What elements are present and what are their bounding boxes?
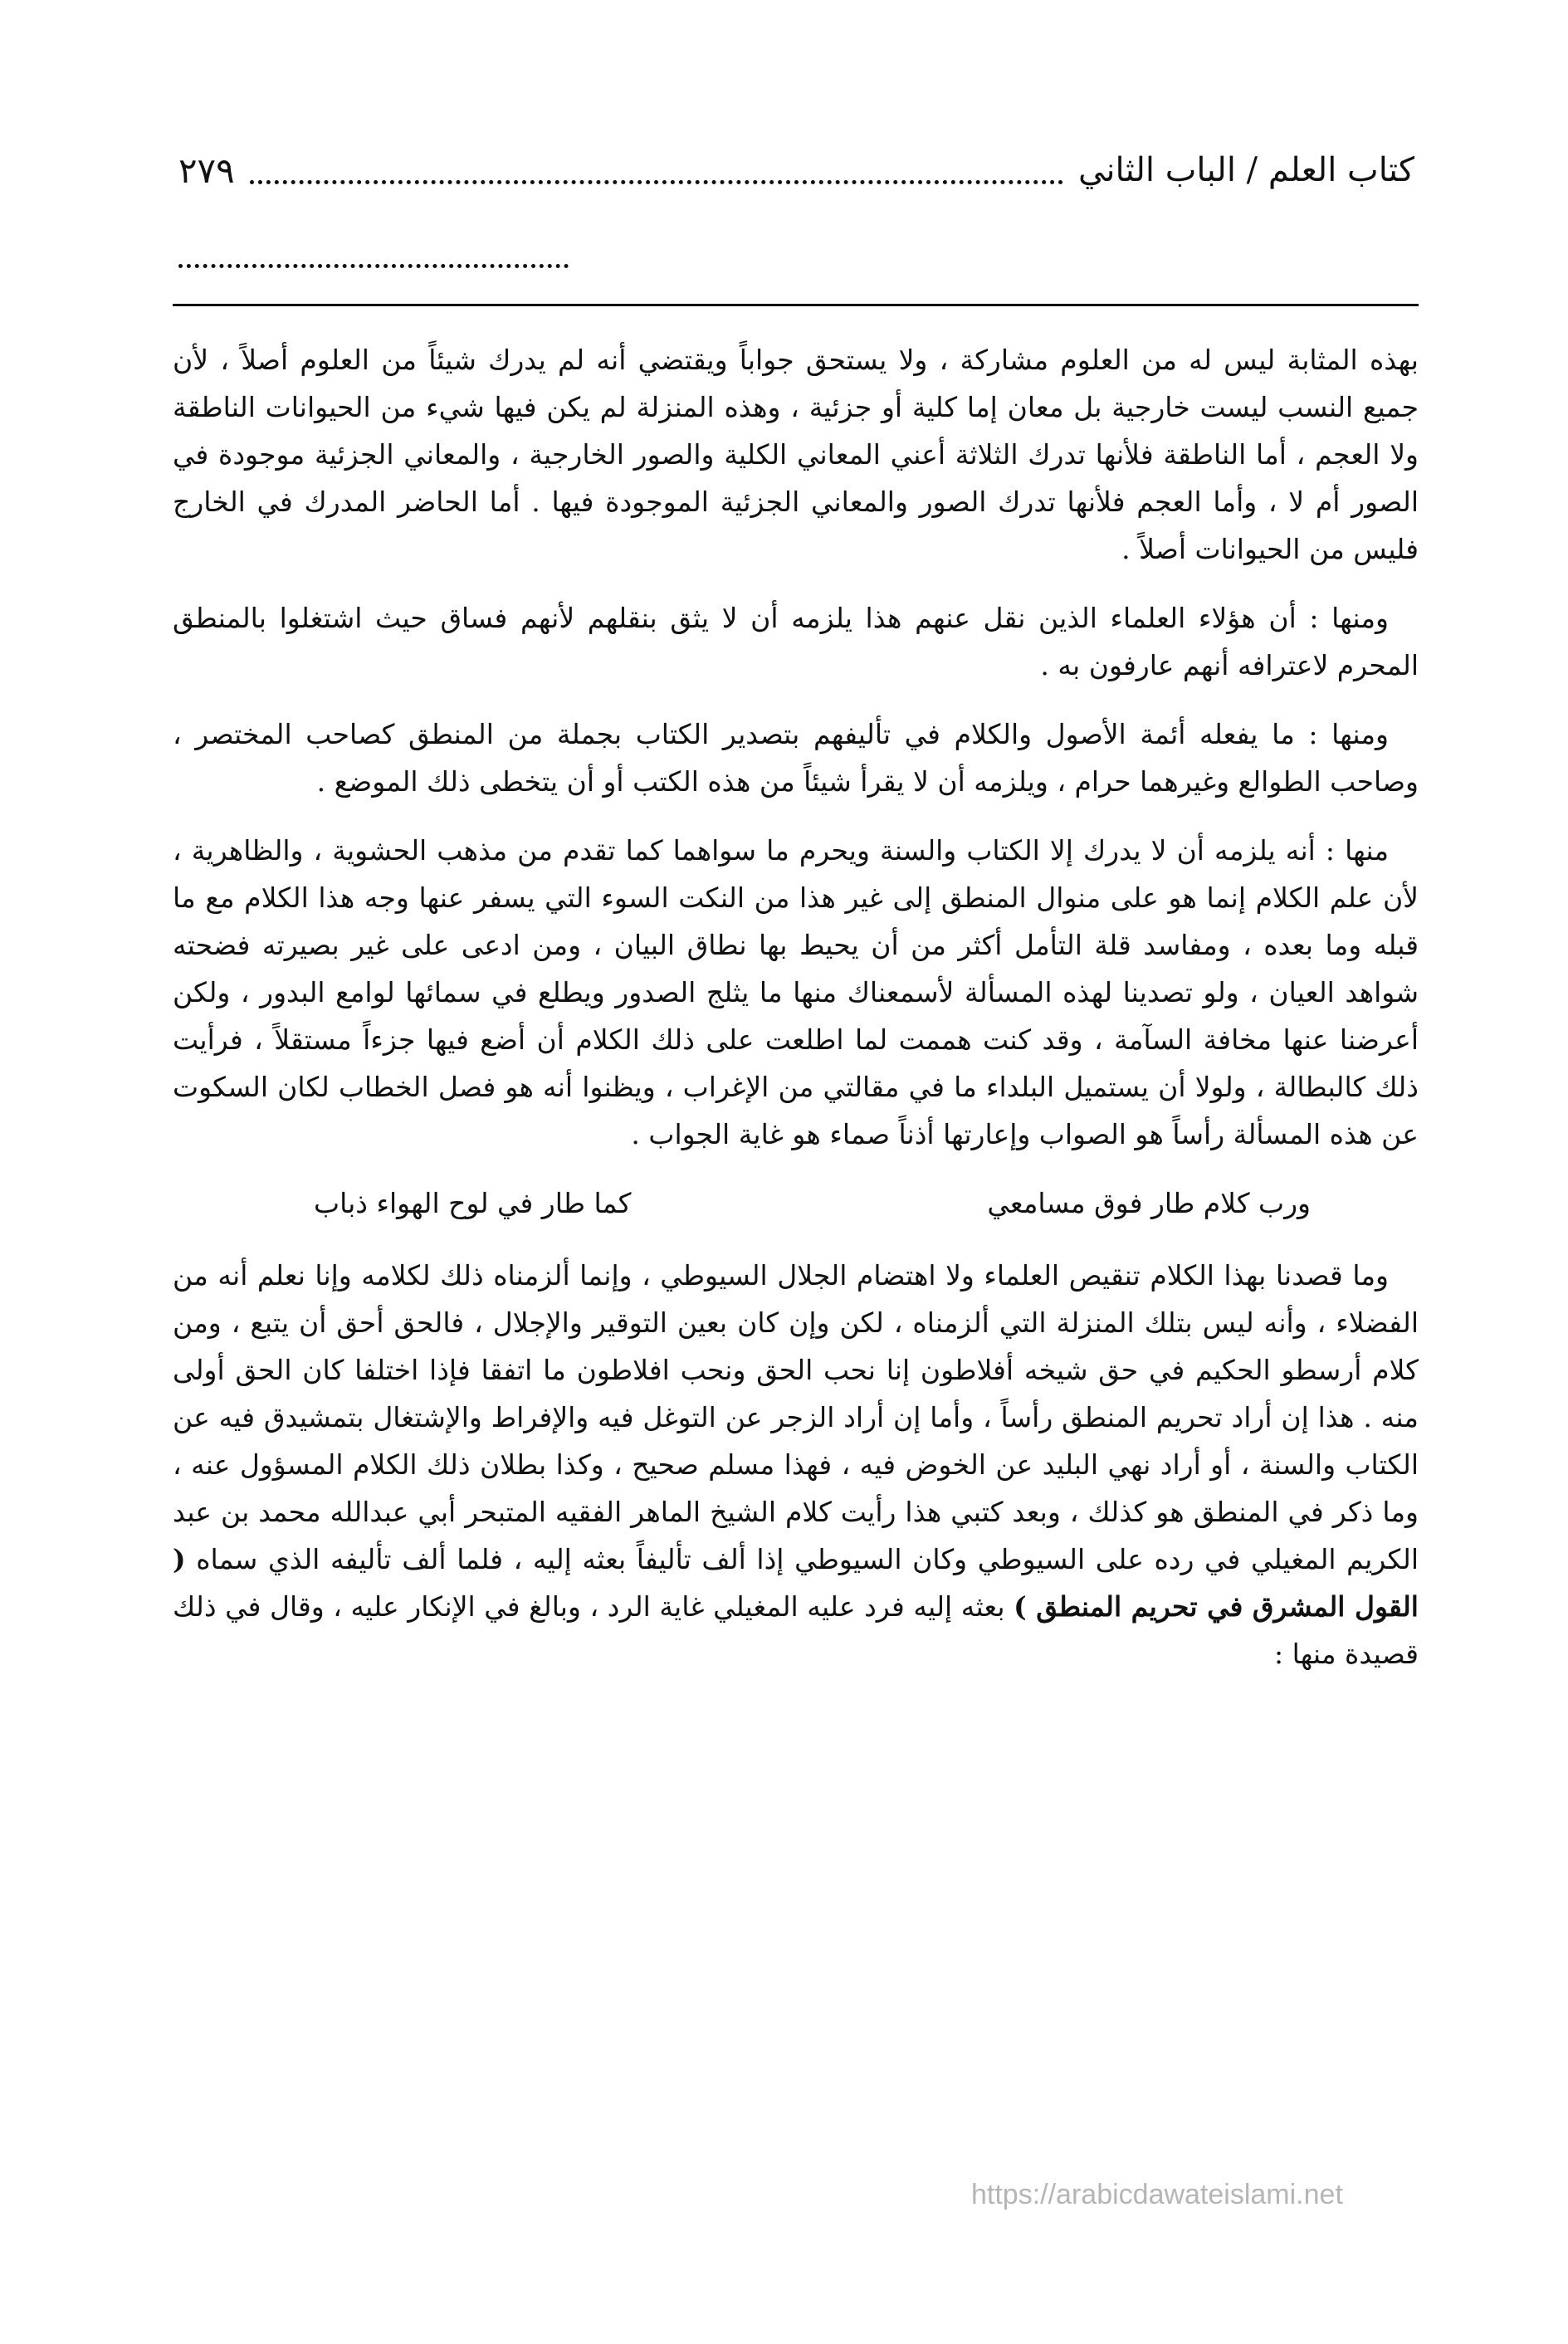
paragraph-3: ومنها : ما يفعله أئمة الأصول والكلام في تأليفهم بتصدير الكتاب بجملة من المنطق كصاحب المختصر ، وصاحب الطوالع وغيرهما حرام ، ويلزمه أن لا يقرأ شيئاً من هذه الكتب أو أن يتخطى ذلك الموضع . — [173, 718, 1419, 798]
running-header — [178, 141, 1414, 199]
watermark-url: https://arabicdawateislami.net — [971, 2179, 1343, 2210]
paragraph-5 — [173, 1252, 1419, 1677]
header-rule — [173, 304, 1419, 306]
paragraph-4: منها : أنه يلزمه أن لا يدرك إلا الكتاب والسنة ويحرم ما سواهما كما تقدم من مذهب الحشوية ، والظاهرية ، لأن علم الكلام إنما هو على منوال المنطق إلى غير هذا من النكت السوء التي يسفر عنها وجه هذا الكلام مع ما قبله وما بعده ، ومفاسد قلة التأمل أكثر من أن يحيط بها نطاق البيان ، ومن ادعى على غير بصيرته فضحته شواهد العيان ، ولو تصدينا لهذه المسألة لأسمعناك منها ما يثلج الصدور ويطلع في سمائها لوامع البدور ، ولكن أعرضنا عنها مخافة السآمة ، وقد كنت هممت لما اطلعت على ذلك الكلام أن أضع فيها جزءاً مستقلاً ، فرأيت ذلك كالبطالة ، ولولا أن يستميل البلداء ما في مقالتي من الإغراب ، ويظنوا أنه هو فصل الخطاب لكان السكوت عن هذه المسألة رأساً هو الصواب وإعارتها أذناً صماء هو غاية الجواب . — [173, 834, 1419, 1150]
book-title: ( القول المشرق في تحريم المنطق ) — [173, 1543, 1419, 1623]
header-title: كتاب العلم / الباب الثاني — [1078, 151, 1414, 189]
poem-hemistich-right: ورب كلام طار فوق مسامعي — [987, 1187, 1311, 1219]
paragraph-2: ومنها : أن هؤلاء العلماء الذين نقل عنهم هذا يلزمه أن لا يثق بنقلهم لأنهم فساق حيث اشتغلوا بالمنطق المحرم لاعترافه أنهم عارفون به . — [173, 602, 1419, 681]
poem-verse — [173, 1179, 1419, 1227]
paragraph-5-end: بعثه إليه فرد عليه المغيلي غاية الرد ، وبالغ في الإنكار عليه ، وقال في ذلك قصيدة منها : — [173, 1590, 1419, 1670]
dotted-separator — [178, 264, 569, 268]
poem-hemistich-left: كما طار في لوح الهواء ذباب — [314, 1187, 632, 1219]
body-text — [173, 336, 1419, 1699]
paragraph-5-text: وما قصدنا بهذا الكلام تنقيص العلماء ولا اهتضام الجلال السيوطي ، وإنما ألزمناه ذلك لكلامه وإنا نعلم أنه من الفضلاء ، وأنه ليس بتلك المنزلة التي ألزمناه ، لكن وإن كان بعين التوقير والإجلال ، فالحق أحق أن يتبع ، ومن كلام أرسطو الحكيم في حق شيخه أفلاطون إنا نحب الحق ونحب افلاطون ما اتفقا فإذا اختلفا كان الحق أولى منه . هذا إن أراد تحريم المنطق رأساً ، وأما إن أراد الزجر عن التوغل فيه والإفراط والإشتغال بتمشيدق فيه عن الكتاب والسنة ، أو أراد نهي البليد عن الخوض فيه ، فهذا مسلم صحيح ، وكذا بطلان ذلك الكلام المسؤول عنه ، وما ذكر في المنطق هو كذلك ، وبعد كتبي هذا رأيت كلام الشيخ الماهر الفقيه المتبحر أبي عبدالله محمد بن عبد الكريم المغيلي في رده على السيوطي وكان السيوطي إذا ألف تأليفاً بعثه إليه ، فلما ألف تأليفه الذي سماه — [173, 1259, 1419, 1575]
header-dot-leader — [250, 180, 1063, 184]
paragraph-1: بهذه المثابة ليس له من العلوم مشاركة ، ولا يستحق جواباً ويقتضي أنه لم يدرك شيئاً من العلوم أصلاً ، لأن جميع النسب ليست خارجية بل معان إما كلية أو جزئية ، وهذه المنزلة لم يكن فيها شيء من الحيوانات الناطقة ولا العجم ، أما الناطقة فلأنها تدرك الثلاثة أعني المعاني الكلية والصور الخارجية ، والمعاني الجزئية موجودة في الصور أم لا ، وأما العجم فلأنها تدرك الصور والمعاني الجزئية الموجودة فيها . أما الحاضر المدرك في الخارج فليس من الحيوانات أصلاً . — [173, 344, 1419, 565]
page-number: ٢٧٩ — [178, 149, 235, 191]
